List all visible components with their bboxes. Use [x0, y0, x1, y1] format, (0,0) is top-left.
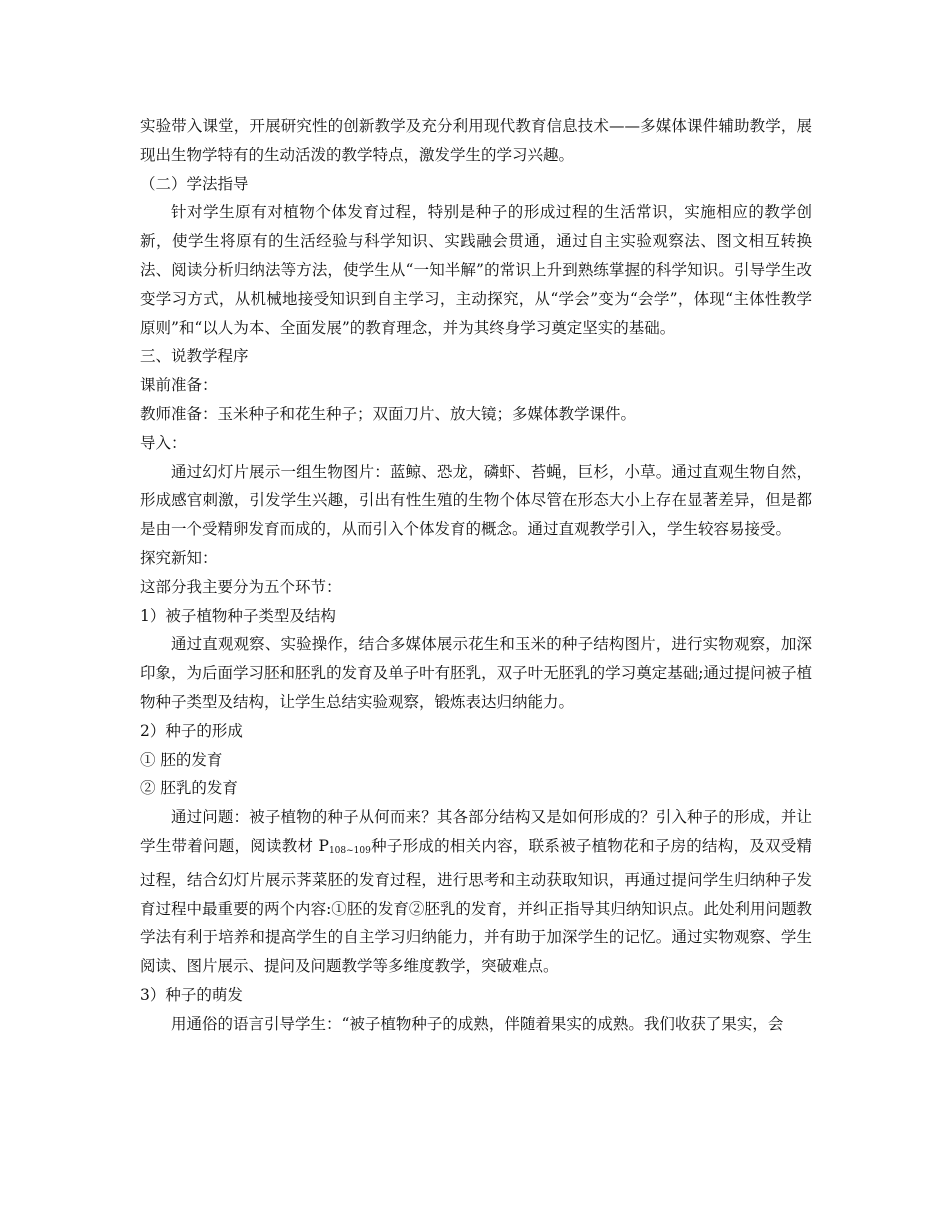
subheading-seed-formation: 2）种子的形成	[140, 721, 243, 740]
document-body	[140, 112, 812, 1039]
list-item-embryo-development: ① 胚的发育	[140, 750, 223, 769]
page-range-subscript: 108~109	[328, 845, 371, 856]
subheading-seed-types: 1）被子植物种子类型及结构	[140, 606, 336, 625]
label-explore-new-knowledge: 探究新知：	[140, 548, 218, 567]
line-five-stages: 这部分我主要分为五个环节：	[140, 577, 342, 596]
label-preparation: 课前准备：	[140, 376, 218, 395]
paragraph-seed-formation	[140, 803, 812, 981]
paragraph-seed-formation-part2: 种子形成的相关内容，联系被子植物花和子房的结构，及双受精过程，结合幻灯片展示荠菜胚的发育过程，进行思考和主动获取知识，再通过提问学生归纳种子发育过程中最重要的两个内容:①胚的发育②胚乳的发育，并纠正指导其归纳知识点。此处利用问题教学法有利于培养和提高学生的自主学习归纳能力，并有助于加深学生的记忆。通过实物观察、学生阅读、图片展示、提问及问题教学等多维度教学，突破难点。	[140, 836, 812, 976]
label-introduction: 导入：	[140, 433, 187, 452]
section-heading-study-method: （二）学法指导	[140, 174, 249, 193]
paragraph-seed-formation-part1: 通过问题：被子植物的种子从何而来？其各部分结构又是如何形成的？引入种子的形成，并让学生带着问题，阅读教材 P	[140, 808, 812, 855]
section-heading-teaching-procedure: 三、说教学程序	[140, 347, 249, 366]
paragraph-study-method: 针对学生原有对植物个体发育过程，特别是种子的形成过程的生活常识，实施相应的教学创新，使学生将原有的生活经验与科学知识、实践融会贯通，通过自主实验观察法、图文相互转换法、阅读分析归纳法等方法，使学生从“一知半解”的常识上升到熟练掌握的科学知识。引导学生改变学习方式，从机械地接受知识到自主学习，主动探究，从“学会”变为“会学”，体现“主体性教学原则”和“以人为本、全面发展”的教育理念，并为其终身学习奠定坚实的基础。	[140, 203, 812, 337]
paragraph-seed-germination: 用通俗的语言引导学生：“被子植物种子的成熟，伴随着果实的成熟。我们收获了果实，会	[171, 1014, 784, 1033]
subheading-seed-germination: 3）种子的萌发	[140, 985, 243, 1004]
list-item-endosperm-development: ② 胚乳的发育	[140, 779, 238, 798]
paragraph-seed-types: 通过直观观察、实验操作，结合多媒体展示花生和玉米的种子结构图片，进行实物观察，加深印象，为后面学习胚和胚乳的发育及单子叶有胚乳，双子叶无胚乳的学习奠定基础;通过提问被子植物种子类型及结构，让学生总结实验观察，锻炼表达归纳能力。	[140, 635, 812, 711]
paragraph-introduction: 通过幻灯片展示一组生物图片：蓝鲸、恐龙，磷虾、苔蝇，巨杉，小草。通过直观生物自然，形成感官刺激，引发学生兴趣，引出有性生殖的生物个体尽管在形态大小上存在显著差异，但是都是由一个受精卵发育而成的，从而引入个体发育的概念。通过直观教学引入，学生较容易接受。	[140, 462, 812, 539]
paragraph-intro-continuation: 实验带入课堂，开展研究性的创新教学及充分利用现代教育信息技术——多媒体课件辅助教学，展现出生物学特有的生动活泼的教学特点，激发学生的学习兴趣。	[140, 117, 812, 164]
line-teacher-preparation: 教师准备：玉米种子和花生种子；双面刀片、放大镜；多媒体教学课件。	[140, 404, 637, 423]
